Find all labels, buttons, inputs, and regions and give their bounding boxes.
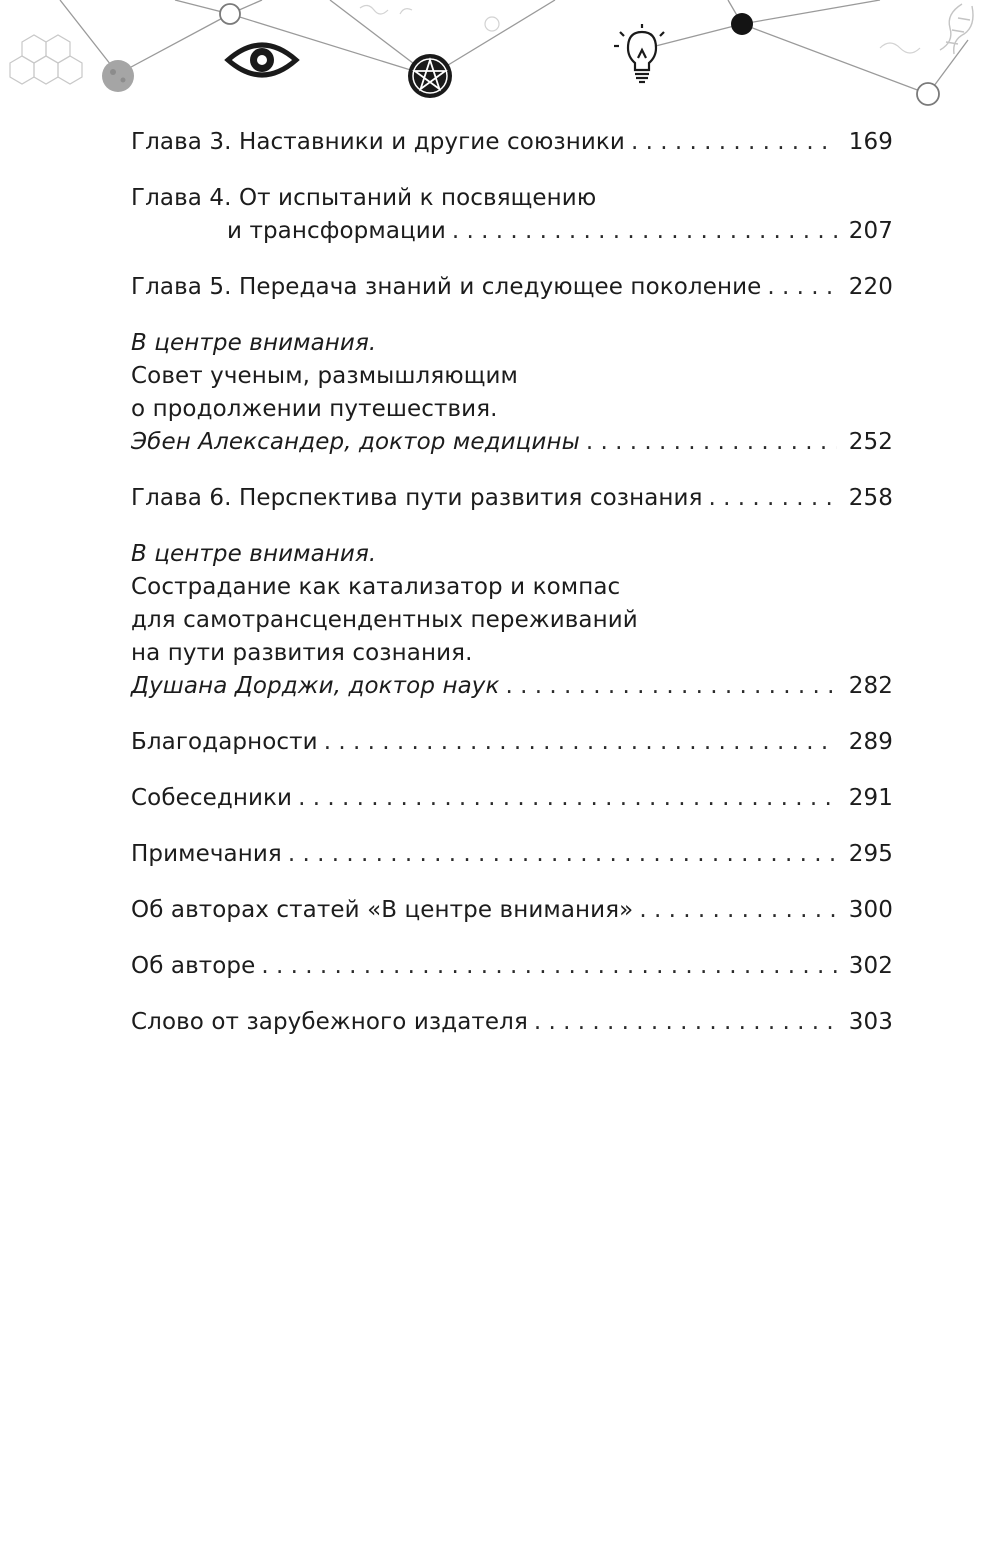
toc-entry-chapter-6[interactable] <box>131 482 893 515</box>
dot-leader <box>298 782 837 815</box>
black-node-icon <box>731 13 753 35</box>
spotlight-label: В центре внимания. <box>131 541 377 567</box>
dot-leader <box>261 950 837 983</box>
dot-leader <box>586 426 837 459</box>
toc-entry-notes[interactable] <box>131 838 893 871</box>
dot-leader <box>288 838 837 871</box>
toc-entry-spotlight-1[interactable] <box>131 327 893 459</box>
spotlight-title: о продолжении путешествия. <box>131 396 498 422</box>
spotlight-title: для самотрансцендентных переживаний <box>131 607 638 633</box>
page-number: 207 <box>848 218 893 244</box>
eye-icon <box>228 45 296 75</box>
page-number: 300 <box>848 897 893 923</box>
dot-leader <box>505 670 837 703</box>
page-number: 252 <box>848 429 893 455</box>
spotlight-author: Эбен Александер, доктор медицины <box>131 429 580 455</box>
lightbulb-icon <box>614 24 664 82</box>
page-number: 302 <box>848 953 893 979</box>
toc-entry-acknowledgements[interactable] <box>131 726 893 759</box>
page-number: 289 <box>848 729 893 755</box>
header-network-illustration <box>0 0 1000 120</box>
spotlight-label: В центре внимания. <box>131 330 377 356</box>
dot-leader <box>709 482 837 515</box>
pentagram-icon <box>408 54 452 98</box>
dot-leader <box>639 894 837 927</box>
toc-entry-interlocutors[interactable] <box>131 782 893 815</box>
grey-node-icon <box>102 60 134 92</box>
toc-entry-publisher-word[interactable] <box>131 1006 893 1039</box>
toc-entry-chapter-4[interactable] <box>131 182 893 248</box>
spotlight-title: на пути развития сознания. <box>131 640 473 666</box>
entry-title: Собеседники <box>131 785 293 811</box>
entry-title: Об авторах статей «В центре внимания» <box>131 897 634 923</box>
toc-entry-chapter-3[interactable] <box>131 126 893 159</box>
entry-title: Примечания <box>131 841 282 867</box>
page-number: 169 <box>848 129 893 155</box>
dot-leader <box>534 1006 837 1039</box>
entry-title: Об авторе <box>131 953 256 979</box>
entry-title-continuation: и трансформации <box>227 218 446 244</box>
dot-leader <box>324 726 837 759</box>
spotlight-title: Совет ученым, размышляющим <box>131 363 519 389</box>
white-node-icon <box>220 4 240 24</box>
toc-entry-spotlight-2[interactable] <box>131 538 893 703</box>
page-number: 295 <box>848 841 893 867</box>
dna-icon <box>940 4 973 54</box>
entry-title: Глава 6. Перспектива пути развития сознания <box>131 485 703 511</box>
entry-title: Благодарности <box>131 729 318 755</box>
page-number: 282 <box>848 673 893 699</box>
dot-leader <box>767 271 837 304</box>
toc-entry-spotlight-authors[interactable] <box>131 894 893 927</box>
page-number: 220 <box>848 274 893 300</box>
dot-leader <box>631 126 837 159</box>
table-of-contents <box>131 126 893 1039</box>
page-number: 303 <box>848 1009 893 1035</box>
spotlight-author: Душана Дорджи, доктор наук <box>131 673 500 699</box>
toc-entry-about-author[interactable] <box>131 950 893 983</box>
page-number: 291 <box>848 785 893 811</box>
dot-leader <box>452 215 837 248</box>
entry-title: Глава 5. Передача знаний и следующее поколение <box>131 274 762 300</box>
page-number: 258 <box>848 485 893 511</box>
entry-title: Глава 4. От испытаний к посвящению <box>131 185 597 211</box>
toc-entry-chapter-5[interactable] <box>131 271 893 304</box>
entry-title: Глава 3. Наставники и другие союзники <box>131 129 625 155</box>
spotlight-title: Сострадание как катализатор и компас <box>131 574 621 600</box>
hexagon-molecule-icon <box>10 35 82 84</box>
entry-title: Слово от зарубежного издателя <box>131 1009 528 1035</box>
white-node-icon <box>917 83 939 105</box>
